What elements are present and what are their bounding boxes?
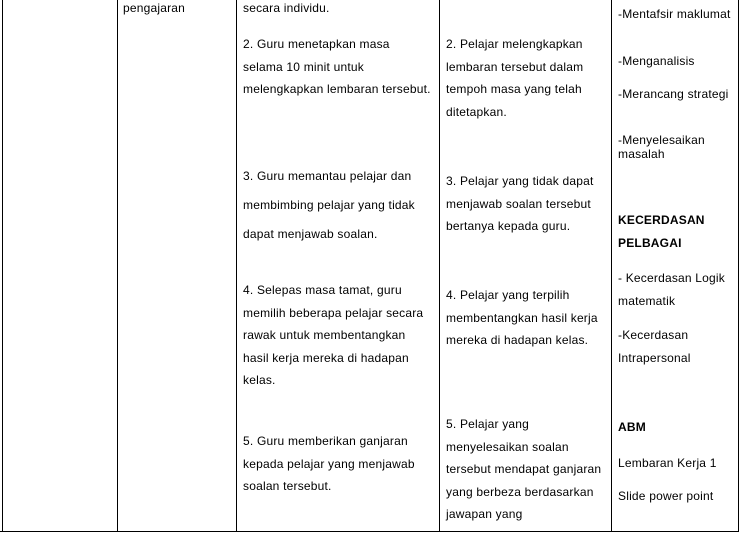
column-divider-1 [117, 0, 118, 532]
heading-abm: ABM [618, 420, 646, 434]
abm-slide-power-point: Slide power point [618, 489, 714, 503]
intelligence-logik: - Kecerdasan Logik matematik [618, 271, 725, 308]
teacher-step-2: 2. Guru menetapkan masa selama 10 minit untuk melengkapkan lembaran tersebut. [243, 37, 431, 96]
student-step-2: 2. Pelajar melengkapkan lembaran tersebut dalam tempoh masa yang telah ditetapkan. [446, 37, 584, 119]
skill-menyelesaikan: -Menyelesaikan masalah [618, 133, 705, 161]
teacher-step-5: 5. Guru memberikan ganjaran kepada pelajar yang menjawab soalan tersebut. [243, 434, 415, 493]
student-step-5: 5. Pelajar yang menyelesaikan soalan tersebut mendapat ganjaran yang berbeza berdasarkan jawapan yang [446, 417, 602, 521]
student-step-3: 3. Pelajar yang tidak dapat menjawab soalan tersebut bertanya kepada guru. [446, 174, 594, 233]
skill-menganalisis: -Menganalisis [618, 54, 695, 68]
teacher-step-4: 4. Selepas masa tamat, guru memilih beberapa pelajar secara rawak untuk membentangkan hasil kerja mereka di hadapan kelas. [243, 283, 424, 387]
teacher-step-1-end: secara individu. [243, 1, 330, 15]
teacher-step-3: 3. Guru memantau pelajar dan membimbing pelajar yang tidak dapat menjawab soalan. [243, 169, 415, 241]
student-step-4: 4. Pelajar yang terpilih membentangkan hasil kerja mereka di hadapan kelas. [446, 288, 598, 347]
column-divider-2 [236, 0, 237, 532]
intelligence-intrapersonal: -Kecerdasan Intrapersonal [618, 328, 691, 365]
table-border-bottom [0, 531, 739, 532]
column-divider-3 [439, 0, 440, 532]
abm-lembaran-kerja: Lembaran Kerja 1 [618, 456, 717, 470]
table-border-left [2, 0, 3, 532]
table-border-right [738, 0, 739, 532]
heading-kecerdasan-pelbagai: KECERDASAN PELBAGAI [618, 213, 705, 250]
skill-mentafsir: -Mentafsir maklumat [618, 7, 731, 21]
teaching-stage-label: pengajaran [123, 1, 186, 15]
column-divider-4 [611, 0, 612, 532]
skill-merancang: -Merancang strategi [618, 87, 729, 101]
